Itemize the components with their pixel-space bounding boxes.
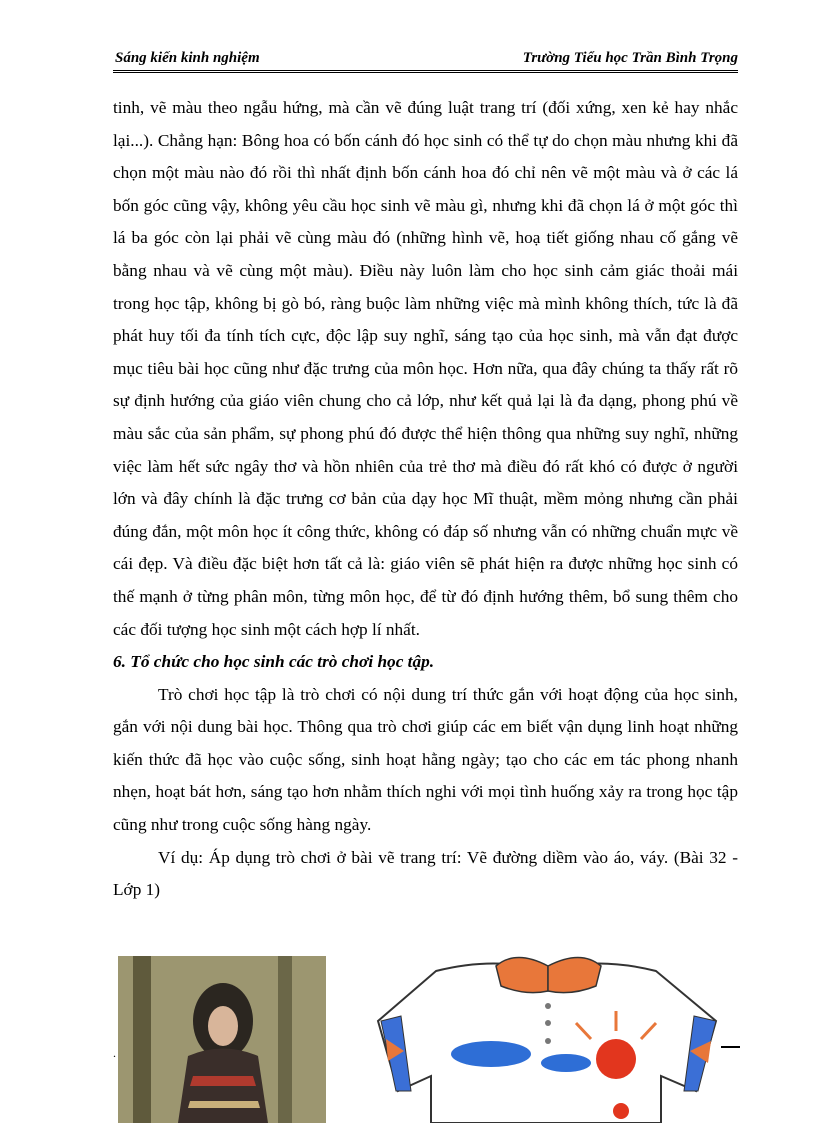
footer-dot: . xyxy=(113,1046,116,1060)
page-header xyxy=(113,44,738,73)
header-right-school: Trường Tiểu học Trần Bình Trọng xyxy=(522,50,738,66)
paragraph-games: Trò chơi học tập là trò chơi có nội dung trí thức gắn với hoạt động của học sinh, gắn với nội dung bài học. Thông qua trò chơi giúp các em biết vận dụng linh hoạt những kiến thức đã học vào cuộc sống, sinh hoạt hằng ngày; tạo cho các em tác phong nhanh nhẹn, hoạt bát hơn, sáng tạo hơn nhằm thích nghi với mọi tình huống xảy ra trong học tập cũng như trong cuộc sống hàng ngày. xyxy=(113,684,738,835)
footer-rule xyxy=(721,1046,740,1048)
section-heading: 6. Tổ chức cho học sinh các trò chơi học tập. xyxy=(113,652,435,672)
paragraph-continuation: tinh, vẽ màu theo ngẫu hứng, mà cần vẽ đúng luật trang trí (đối xứng, xen kẻ hay nhắc lại...). Chẳng hạn: Bông hoa có bốn cánh đó học sinh có thể tự do chọn màu nhưng khi đã chọn một màu nào đó rồi thì nhất định bốn cánh hoa đó chỉ nên vẽ một màu và ở các lá bốn góc cũng vậy, không yêu cầu học sinh vẽ màu gì, nhưng khi đã chọn lá ở một góc thì lá ba góc còn lại phải vẽ cùng màu đó (những hình vẽ, hoạ tiết giống nhau cố gắng vẽ bằng nhau và vẽ cùng một màu). Điều này luôn làm cho học sinh cảm giác thoải mái trong học tập, không bị gò bó, ràng buộc làm những việc mà mình không thích, tức là đã phát huy tối đa tính tích cực, độc lập suy nghĩ, sáng tạo của học sinh, mà vẫn đạt được mục tiêu bài học cũng như đặc trưng của môn học. Hơn nữa, qua đây chúng ta thấy rất rõ sự định hướng của giáo viên chung cho cả lớp, như kết quả lại là đa dạng, phong phú về màu sắc của sản phẩm, sự phong phú đó được thể hiện thông qua những suy nghĩ, những việc làm hết sức ngây thơ và hồn nhiên của trẻ thơ mà điều đó rất khó có được ở người lớn và đây chính là đặc trưng cơ bản của dạy học Mĩ thuật, mềm mỏng nhưng cần phải đúng đắn, một môn học ít công thức, không có đáp số nhưng vẫn có những chuẩn mực về cái đẹp. Và điều đặc biệt hơn tất cả là: giáo viên sẽ phát hiện ra được những học sinh có thế mạnh ở từng phân môn, từng môn học, để từ đó định hướng thêm, bổ sung thêm cho các đối tượng học sinh một cách hợp lí nhất. xyxy=(113,98,738,639)
shirt-drawing xyxy=(376,951,721,1123)
document-body xyxy=(113,92,738,907)
paragraph-example: Ví dụ: Áp dụng trò chơi ở bài vẽ trang trí: Vẽ đường diềm vào áo, váy. (Bài 32 - Lớp 1) xyxy=(113,847,738,900)
traditional-costume-photo xyxy=(118,956,326,1123)
header-left-title: Sáng kiến kinh nghiệm xyxy=(115,50,260,66)
